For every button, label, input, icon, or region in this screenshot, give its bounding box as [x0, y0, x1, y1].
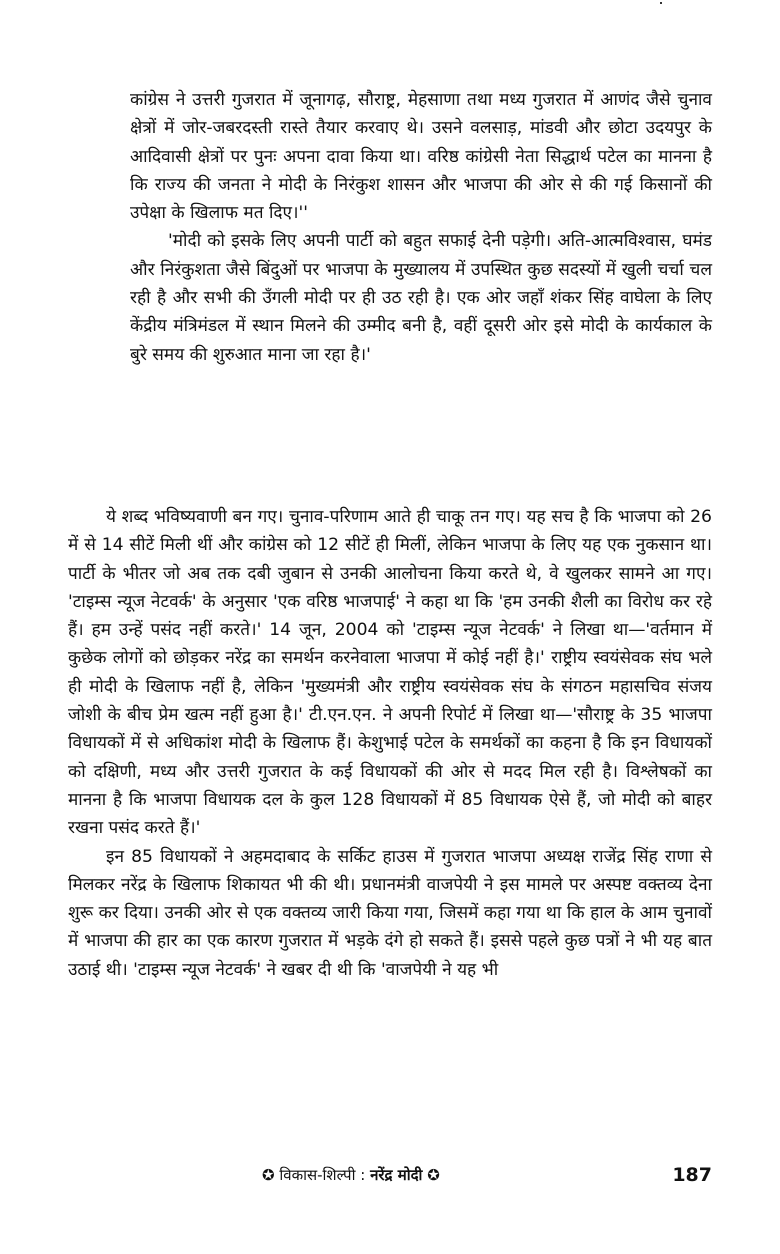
ornament-left-icon: ✪: [262, 1166, 275, 1184]
scan-speck: [660, 2, 662, 4]
body-text: [68, 503, 712, 984]
running-title: [262, 1160, 440, 1190]
ornament-right-icon: ✪: [427, 1166, 440, 1184]
book-title: विकास-शिल्पी :: [279, 1166, 366, 1184]
quote-paragraph-2: 'मोदी को इसके लिए अपनी पार्टी को बहुत सफाई देनी पड़ेगी। अति-आत्मविश्वास, घमंड और निरंकुशता जैसे बिंदुओं पर भाजपा के मुख्यालय में उपस्थित कुछ सदस्यों में खुली चर्चा चल रही है और सभी की उँगली मोदी पर ही उठ रही है। एक ओर जहाँ शंकर सिंह वाघेला के लिए केंद्रीय मंत्रिमंडल में स्थान मिलने की उम्मीद बनी है, वहीं दूसरी ओर इसे मोदी के कार्यकाल के बुरे समय की शुरुआत माना जा रहा है।': [130, 231, 712, 365]
author-name: नरेंद्र मोदी: [370, 1166, 423, 1184]
block-quote: [130, 86, 712, 369]
page-number: 187: [672, 1164, 712, 1186]
body-paragraph-2: इन 85 विधायकों ने अहमदाबाद के सर्किट हाउस में गुजरात भाजपा अध्यक्ष राजेंद्र सिंह राणा से मिलकर नरेंद्र के खिलाफ शिकायत भी की थी। प्रधानमंत्री वाजपेयी ने इस मामले पर अस्पष्ट वक्तव्य देना शुरू कर दिया। उनकी ओर से एक वक्तव्य जारी किया गया, जिसमें कहा गया था कि हाल के आम चुनावों में भाजपा की हार का एक कारण गुजरात में भड़के दंगे हो सकते हैं। इससे पहले कुछ पत्रों ने भी यह बात उठाई थी। 'टाइम्स न्यूज नेटवर्क' ने खबर दी थी कि 'वाजपेयी ने यह भी: [68, 846, 712, 980]
body-paragraph-1: ये शब्द भविष्यवाणी बन गए। चुनाव-परिणाम आते ही चाकू तन गए। यह सच है कि भाजपा को 26 में से 14 सीटें मिली थीं और कांग्रेस को 12 सीटें ही मिलीं, लेकिन भाजपा के लिए यह एक नुकसान था। पार्टी के भीतर जो अब तक दबी जुबान से उनकी आलोचना किया करते थे, वे खुलकर सामने आ गए। 'टाइम्स न्यूज नेटवर्क' के अनुसार 'एक वरिष्ठ भाजपाई' ने कहा था कि 'हम उनकी शैली का विरोध कर रहे हैं। हम उन्हें पसंद नहीं करते।' 14 जून, 2004 को 'टाइम्स न्यूज नेटवर्क' ने लिखा था—'वर्तमान में कुछेक लोगों को छोड़कर नरेंद्र का समर्थन करनेवाला भाजपा में कोई नहीं है।' राष्ट्रीय स्वयंसेवक संघ भले ही मोदी के खिलाफ नहीं है, लेकिन 'मुख्यमंत्री और राष्ट्रीय स्वयंसेवक संघ के संगठन महासचिव संजय जोशी के बीच प्रेम खत्म नहीं हुआ है।' टी.एन.एन. ने अपनी रिपोर्ट में लिखा था—'सौराष्ट्र के 35 भाजपा विधायकों में से अधिकांश मोदी के खिलाफ हैं। केशुभाई पटेल के समर्थकों का कहना है कि इन विधायकों को दक्षिणी, मध्य और उत्तरी गुजरात के कई विधायकों की ओर से मदद मिल रही है। विश्लेषकों का मानना है कि भाजपा विधायक दल के कुल 128 विधायकों में 85 विधायक ऐसे हैं, जो मोदी को बाहर रखना पसंद करते हैं।': [68, 507, 712, 839]
quote-paragraph-1: कांग्रेस ने उत्तरी गुजरात में जूनागढ़, सौराष्ट्र, मेहसाणा तथा मध्य गुजरात में आणंद जैसे चुनाव क्षेत्रों में जोर-जबरदस्ती रास्ते तैयार करवाए थे। उसने वलसाड़, मांडवी और छोटा उदयपुर के आदिवासी क्षेत्रों पर पुनः अपना दावा किया था। वरिष्ठ कांग्रेसी नेता सिद्धार्थ पटेल का मानना है कि राज्य की जनता ने मोदी के निरंकुश शासन और भाजपा की ओर से की गई किसानों की उपेक्षा के खिलाफ मत दिए।'': [130, 90, 712, 224]
page-footer: [0, 1160, 780, 1190]
